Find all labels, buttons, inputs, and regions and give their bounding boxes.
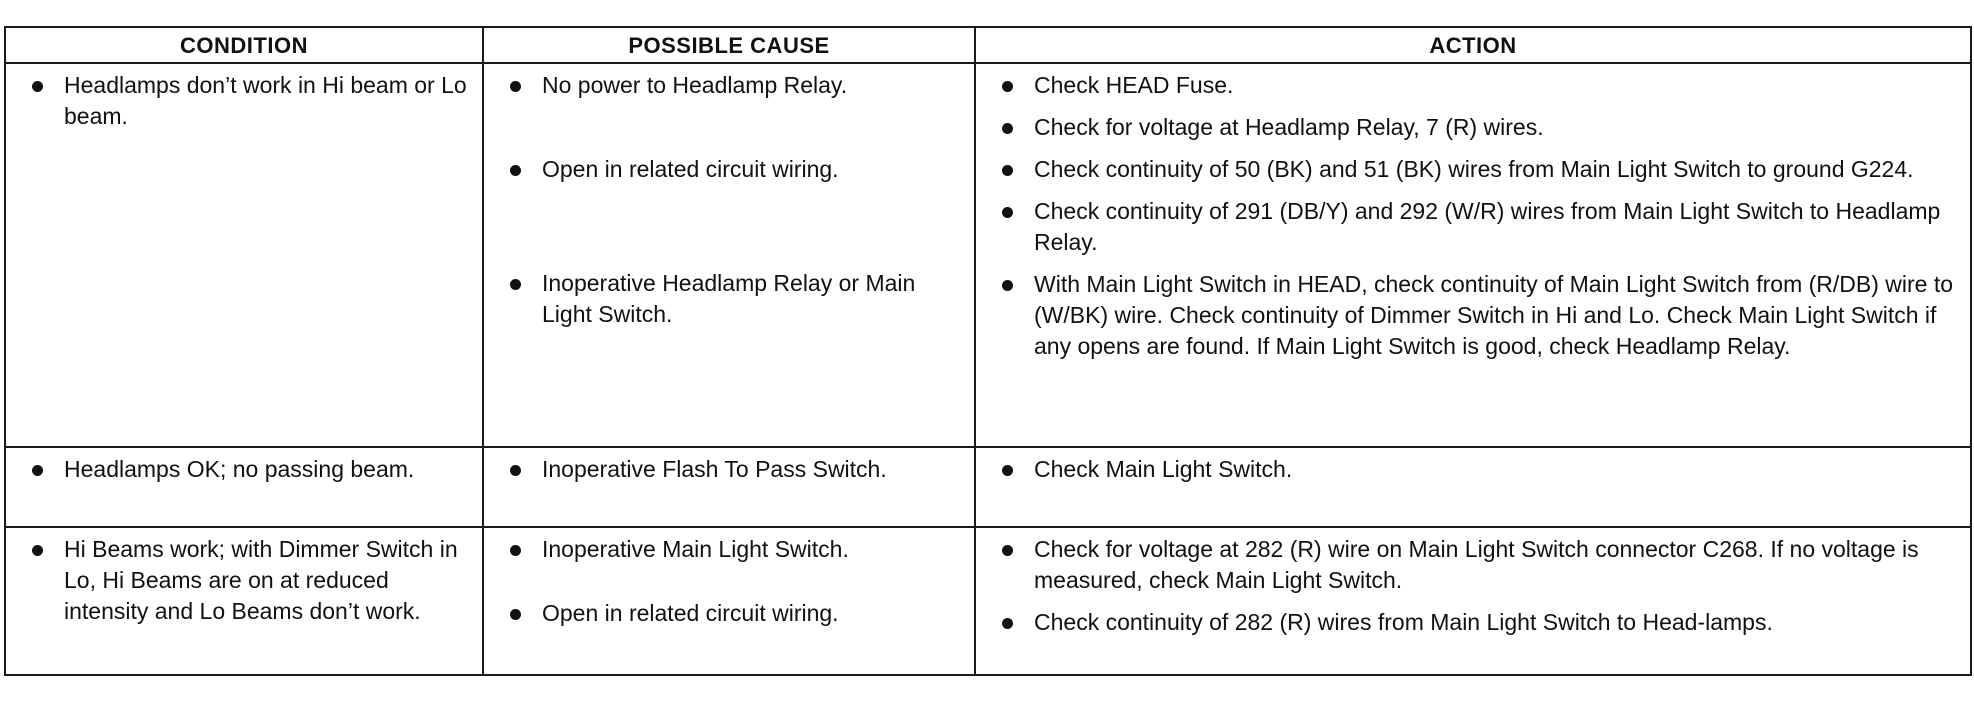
table-row bbox=[5, 447, 1971, 527]
action-item: Check continuity of 50 (BK) and 51 (BK) wires from Main Light Switch to ground G224. bbox=[988, 154, 1960, 185]
condition-item: Hi Beams work; with Dimmer Switch in Lo, Hi Beams are on at reduced intensity and Lo Beams don’t work. bbox=[18, 534, 472, 627]
condition-cell bbox=[5, 63, 483, 447]
cause-cell bbox=[483, 447, 975, 527]
condition-item: Headlamps OK; no passing beam. bbox=[18, 454, 472, 485]
header-possible-cause: POSSIBLE CAUSE bbox=[483, 27, 975, 63]
action-cell bbox=[975, 447, 1971, 527]
condition-item: Headlamps don’t work in Hi beam or Lo beam. bbox=[18, 70, 472, 132]
cause-item: Open in related circuit wiring. bbox=[496, 598, 964, 629]
action-item: With Main Light Switch in HEAD, check continuity of Main Light Switch from (R/DB) wire to (W/BK) wire. Check continuity of Dimmer Switch in Hi and Lo. Check Main Light Switch if any opens are found. If Main Light Switch is good, check Headlamp Relay. bbox=[988, 269, 1960, 362]
cause-item: Inoperative Headlamp Relay or Main Light Switch. bbox=[496, 268, 964, 330]
table-row bbox=[5, 63, 1971, 447]
cause-item: Open in related circuit wiring. bbox=[496, 154, 964, 185]
condition-cell bbox=[5, 447, 483, 527]
header-condition: CONDITION bbox=[5, 27, 483, 63]
action-item: Check Main Light Switch. bbox=[988, 454, 1960, 485]
action-cell bbox=[975, 527, 1971, 675]
table-row bbox=[5, 527, 1971, 675]
diagnosis-table bbox=[4, 26, 1972, 676]
action-item: Check for voltage at 282 (R) wire on Main Light Switch connector C268. If no voltage is measured, check Main Light Switch. bbox=[988, 534, 1960, 596]
header-action: ACTION bbox=[975, 27, 1971, 63]
action-cell bbox=[975, 63, 1971, 447]
cause-item: Inoperative Main Light Switch. bbox=[496, 534, 964, 565]
cause-cell bbox=[483, 63, 975, 447]
action-item: Check for voltage at Headlamp Relay, 7 (R) wires. bbox=[988, 112, 1960, 143]
cause-cell bbox=[483, 527, 975, 675]
action-item: Check HEAD Fuse. bbox=[988, 70, 1960, 101]
header-row bbox=[5, 27, 1971, 63]
condition-cell bbox=[5, 527, 483, 675]
cause-item: No power to Headlamp Relay. bbox=[496, 70, 964, 101]
action-item: Check continuity of 291 (DB/Y) and 292 (W/R) wires from Main Light Switch to Headlamp Relay. bbox=[988, 196, 1960, 258]
action-item: Check continuity of 282 (R) wires from Main Light Switch to Head-lamps. bbox=[988, 607, 1960, 638]
cause-item: Inoperative Flash To Pass Switch. bbox=[496, 454, 964, 485]
